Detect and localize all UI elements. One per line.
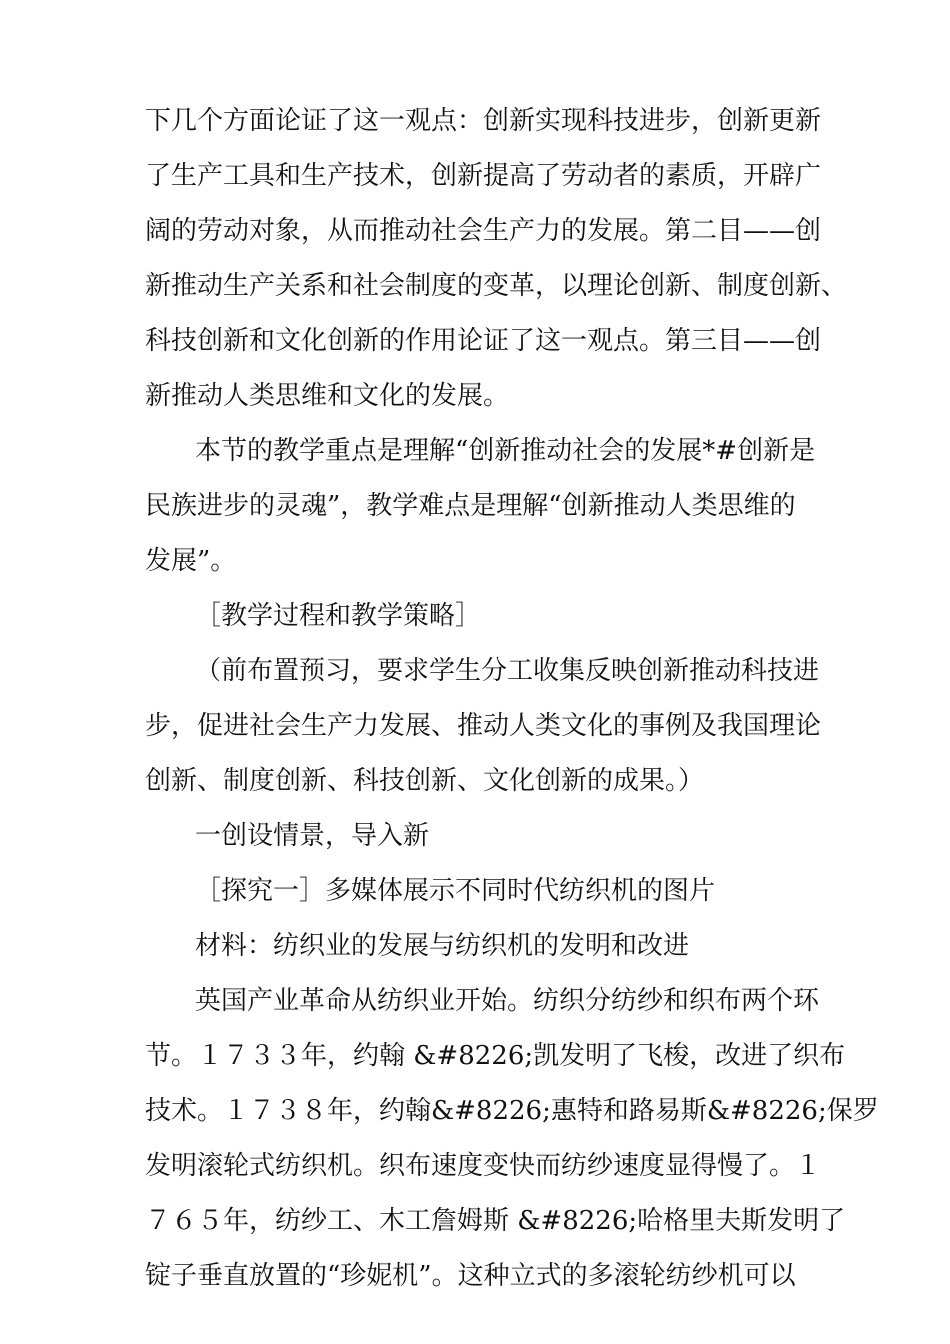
text-line: 创新、制度创新、科技创新、文化创新的成果。） <box>145 766 705 796</box>
paragraph-start-line: 本节的教学重点是理解“创新推动社会的发展*#创新是 <box>195 436 816 466</box>
text-line: 发明滚轮式纺织机。织布速度变快而纺纱速度显得慢了。１ <box>145 1151 822 1181</box>
text-line: 了生产工具和生产技术，创新提高了劳动者的素质，开辟广 <box>145 161 822 191</box>
text-line: 发展”。 <box>145 546 237 576</box>
text-line: 阔的劳动对象，从而推动社会生产力的发展。第二目——创 <box>145 216 822 246</box>
paragraph-start-line: （前布置预习，要求学生分工收集反映创新推动科技进 <box>195 656 820 686</box>
text-line: 锭子垂直放置的“珍妮机”。这种立式的多滚轮纺纱机可以 <box>145 1261 796 1291</box>
material-heading: 材料：纺织业的发展与纺织机的发明和改进 <box>195 931 690 961</box>
section-heading: 一创设情景，导入新 <box>195 821 430 851</box>
subsection-heading: ［探究一］多媒体展示不同时代纺织机的图片 <box>195 876 716 906</box>
paragraph-start-line: 英国产业革命从纺织业开始。纺织分纺纱和织布两个环 <box>195 986 820 1016</box>
section-heading: ［教学过程和教学策略］ <box>195 601 482 631</box>
text-line: 科技创新和文化创新的作用论证了这一观点。第三目——创 <box>145 326 822 356</box>
text-line: 民族进步的灵魂”，教学难点是理解“创新推动人类思维的 <box>145 491 796 521</box>
text-line: 技术。１７３８年，约翰&#8226;惠特和路易斯&#8226;保罗 <box>145 1096 879 1126</box>
text-line: 节。１７３３年，约翰 &#8226;凯发明了飞梭，改进了织布 <box>145 1041 846 1071</box>
text-line: 新推动人类思维和文化的发展。 <box>145 381 510 411</box>
text-line: ７６５年，纺纱工、木工詹姆斯 &#8226;哈格里夫斯发明了 <box>145 1206 846 1236</box>
text-line: 新推动生产关系和社会制度的变革，以理论创新、制度创新、 <box>145 271 848 301</box>
text-line: 下几个方面论证了这一观点：创新实现科技进步，创新更新 <box>145 106 822 136</box>
text-line: 步，促进社会生产力发展、推动人类文化的事例及我国理论 <box>145 711 822 741</box>
